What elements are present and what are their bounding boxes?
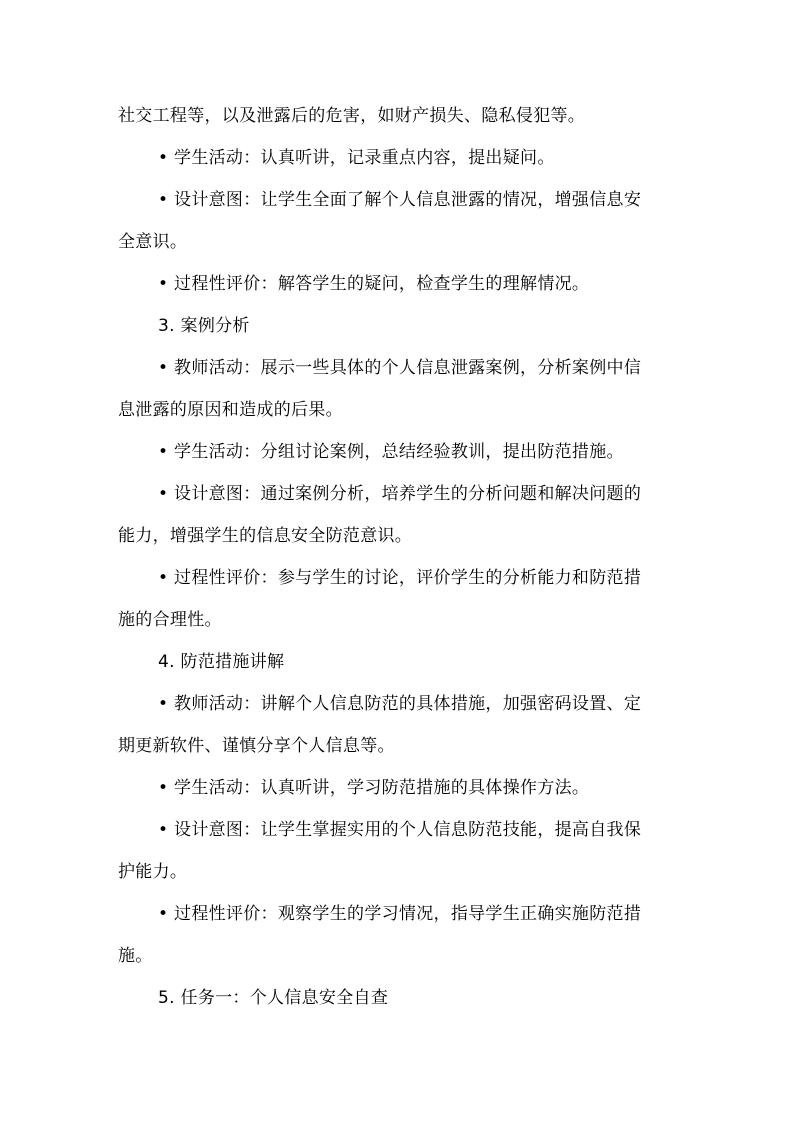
bullet-process-evaluation-cont: 施的合理性。 xyxy=(118,610,222,630)
bullet-design-intent: • 设计意图：让学生全面了解个人信息泄露的情况，增强信息安 xyxy=(158,190,642,210)
bullet-student-activity: • 学生活动：认真听讲，记录重点内容，提出疑问。 xyxy=(158,148,555,168)
paragraph-continuation: 社交工程等，以及泄露后的危害，如财产损失、隐私侵犯等。 xyxy=(118,106,586,126)
bullet-design-intent: • 设计意图：通过案例分析，培养学生的分析问题和解决问题的 xyxy=(158,484,642,504)
bullet-student-activity: • 学生活动：分组讨论案例，总结经验教训，提出防范措施。 xyxy=(158,442,624,462)
section-heading-task-one: 5. 任务一：个人信息安全自查 xyxy=(158,988,389,1008)
bullet-process-evaluation: • 过程性评价：参与学生的讨论，评价学生的分析能力和防范措 xyxy=(158,568,642,588)
section-heading-prevention: 4. 防范措施讲解 xyxy=(158,652,285,672)
bullet-teacher-activity: • 教师活动：展示一些具体的个人信息泄露案例，分析案例中信 xyxy=(158,358,642,378)
bullet-process-evaluation: • 过程性评价：解答学生的疑问，检查学生的理解情况。 xyxy=(158,274,590,294)
bullet-teacher-activity-cont: 期更新软件、谨慎分享个人信息等。 xyxy=(118,736,395,756)
bullet-design-intent-cont: 全意识。 xyxy=(118,232,188,252)
bullet-design-intent-cont: 能力，增强学生的信息安全防范意识。 xyxy=(118,526,413,546)
bullet-teacher-activity-cont: 息泄露的原因和造成的后果。 xyxy=(118,400,343,420)
bullet-design-intent-cont: 护能力。 xyxy=(118,862,188,882)
bullet-teacher-activity: • 教师活动：讲解个人信息防范的具体措施，加强密码设置、定 xyxy=(158,694,642,714)
section-heading-case-analysis: 3. 案例分析 xyxy=(158,316,250,336)
bullet-process-evaluation: • 过程性评价：观察学生的学习情况，指导学生正确实施防范措 xyxy=(158,904,642,924)
bullet-student-activity: • 学生活动：认真听讲，学习防范措施的具体操作方法。 xyxy=(158,778,590,798)
bullet-design-intent: • 设计意图：让学生掌握实用的个人信息防范技能，提高自我保 xyxy=(158,820,642,840)
bullet-process-evaluation-cont: 施。 xyxy=(118,946,153,966)
